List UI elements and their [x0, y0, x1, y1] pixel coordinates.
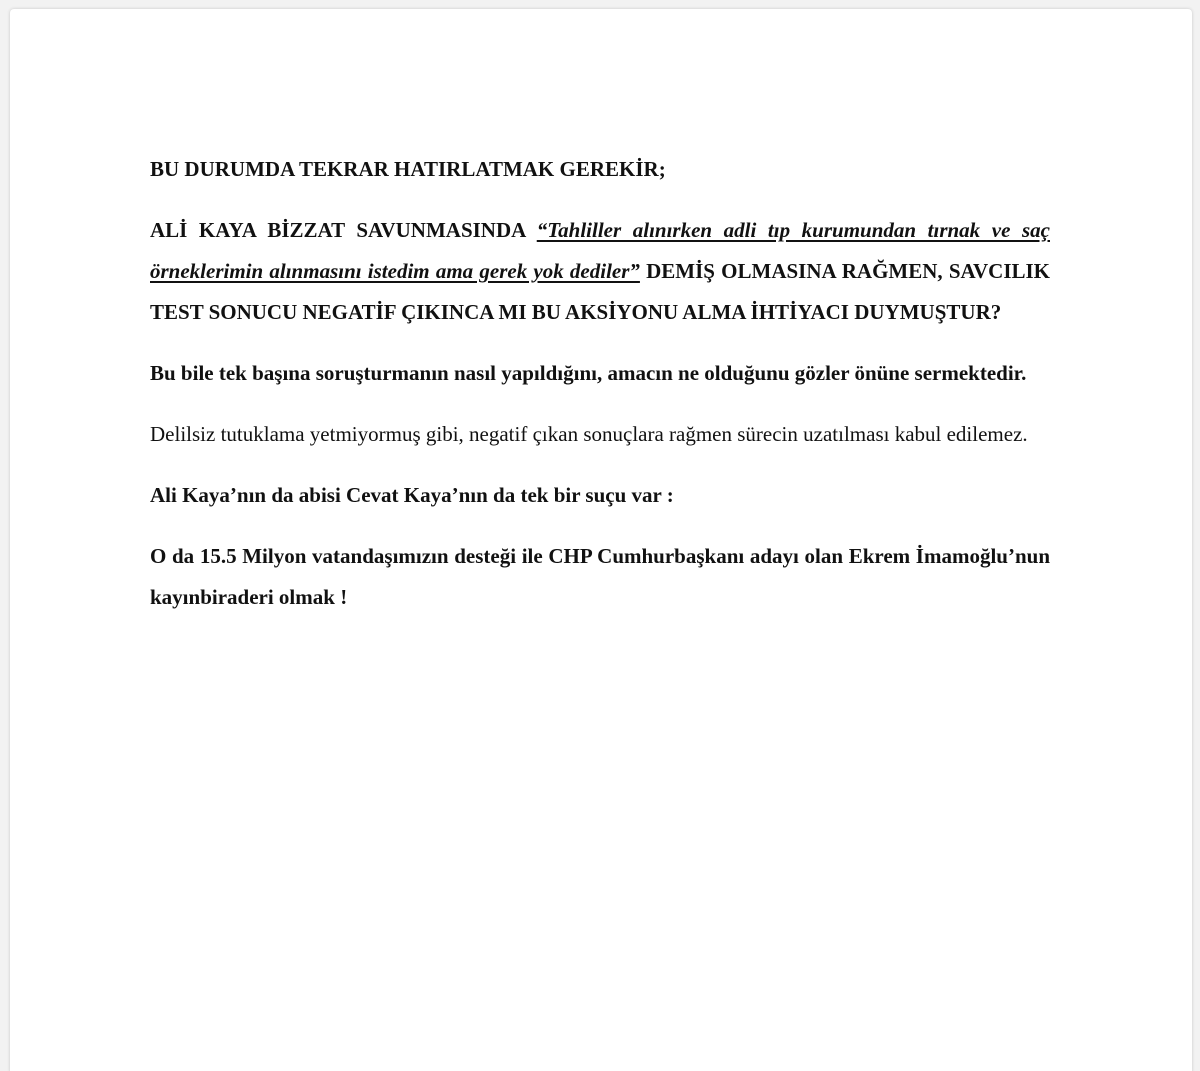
paragraph-5-text: Ali Kaya’nın da abisi Cevat Kaya’nın da tek bir suçu var :	[150, 483, 674, 507]
document-page	[10, 9, 1192, 1071]
document-body	[150, 149, 1050, 638]
heading	[150, 149, 1050, 190]
quoted-statement: “Tahliller alınırken adli tıp kurumundan tırnak ve saç örneklerimin alınmasını istedim ama gerek yok dediler”	[150, 218, 1050, 283]
heading-text: BU DURUMDA TEKRAR HATIRLATMAK GEREKİR;	[150, 157, 666, 181]
paragraph-defense-statement	[150, 210, 1050, 333]
paragraph-6-text: O da 15.5 Milyon vatandaşımızın desteği ile CHP Cumhurbaşkanı adayı olan Ekrem İmamoğlu’nun kayınbiraderi olmak !	[150, 544, 1050, 609]
paragraph-crime	[150, 475, 1050, 516]
paragraph-2-suffix: DEMİŞ OLMASINA RAĞMEN, SAVCILIK TEST SONUCU NEGATİF ÇIKINCA MI BU AKSİYONU ALMA İHTİYACI DUYMUŞTUR?	[150, 259, 1051, 324]
paragraph-conclusion	[150, 536, 1050, 618]
paragraph-3-text: Bu bile tek başına soruşturmanın nasıl yapıldığını, amacın ne olduğunu gözler önüne sermektedir.	[150, 361, 1027, 385]
paragraph-4-text: Delilsiz tutuklama yetmiyormuş gibi, negatif çıkan sonuçlara rağmen sürecin uzatılması kabul edilemez.	[150, 422, 1028, 446]
paragraph-2-prefix: ALİ KAYA BİZZAT SAVUNMASINDA	[150, 218, 537, 242]
paragraph-detention	[150, 414, 1050, 455]
paragraph-investigation	[150, 353, 1050, 394]
